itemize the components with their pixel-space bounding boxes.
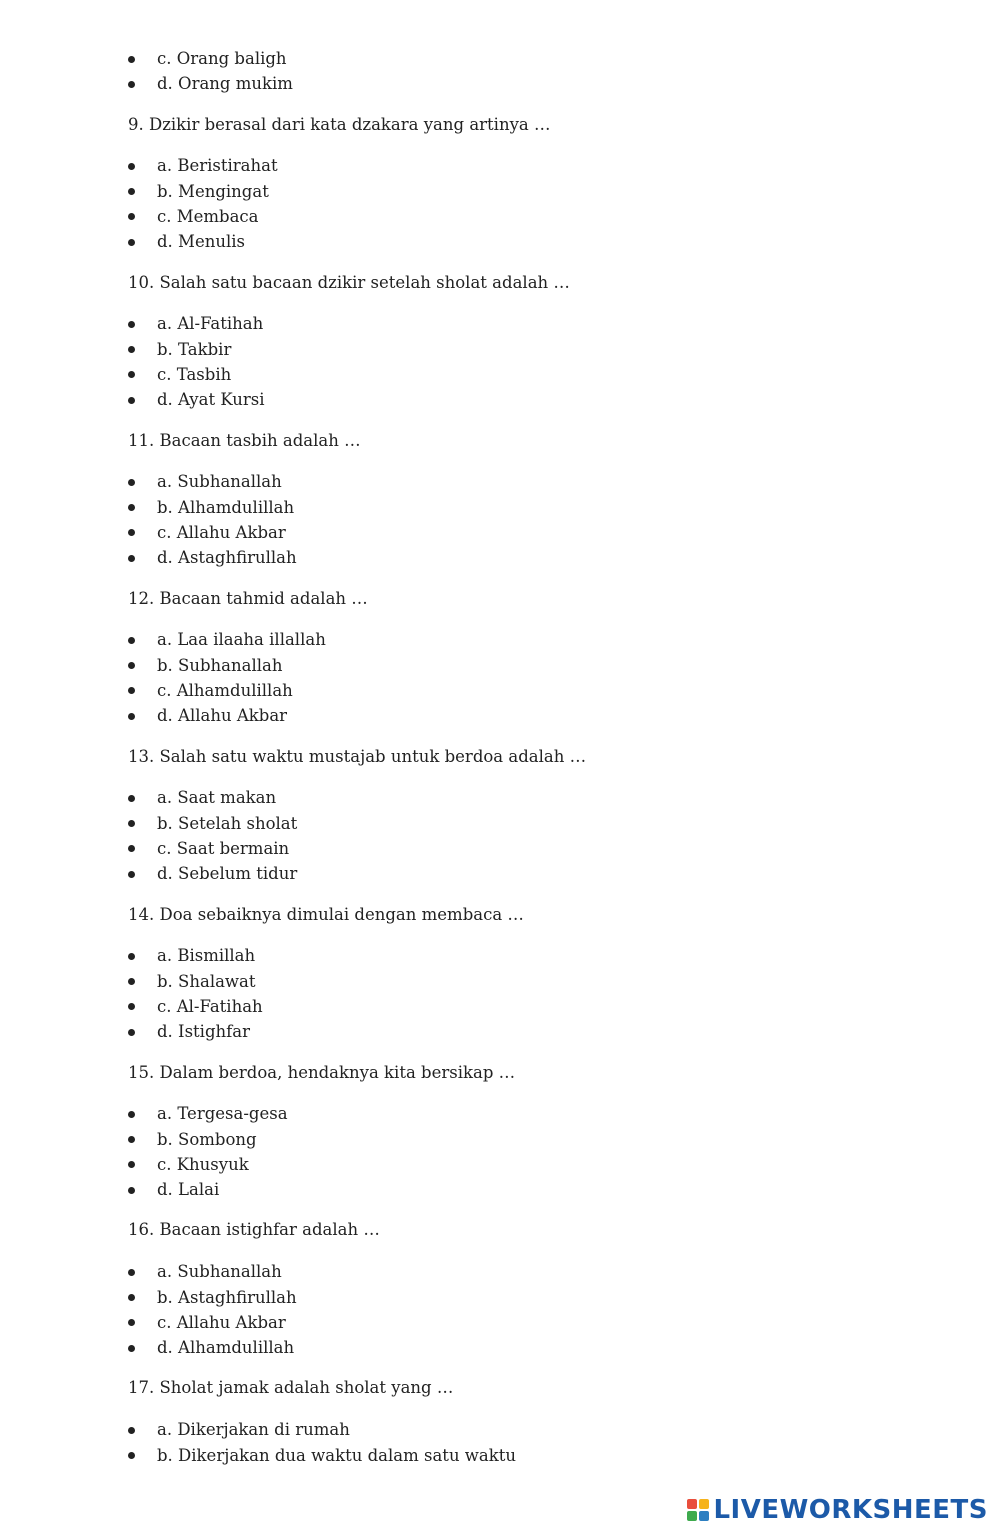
- previous-question-options: [0, 46, 1000, 97]
- bullet-icon: [128, 820, 135, 827]
- answer-option: [0, 179, 1000, 204]
- question-block: [0, 586, 1000, 729]
- option-text: a. Al-Fatihah: [157, 314, 264, 334]
- answer-option: [0, 653, 1000, 678]
- answer-option: [0, 811, 1000, 836]
- option-text: d. Menulis: [157, 232, 245, 252]
- option-text: a. Bismillah: [157, 946, 256, 966]
- logo-square-green: [687, 1511, 697, 1521]
- answer-option: [0, 785, 1000, 810]
- logo-square-red: [687, 1499, 697, 1509]
- answer-option: [0, 943, 1000, 968]
- option-text: c. Alhamdulillah: [157, 680, 293, 700]
- question-block: [0, 902, 1000, 1045]
- bullet-icon: [128, 555, 135, 562]
- answer-option: [0, 969, 1000, 994]
- bullet-icon: [128, 1136, 135, 1143]
- answer-option: [0, 1443, 1000, 1468]
- option-text: b. Astaghfirullah: [157, 1287, 297, 1307]
- question-text: 10. Salah satu bacaan dzikir setelah sholat adalah …: [128, 272, 570, 292]
- bullet-icon: [128, 871, 135, 878]
- bullet-icon: [128, 1427, 135, 1434]
- bullet-icon: [128, 1319, 135, 1326]
- bullet-icon: [128, 1161, 135, 1168]
- answer-option: [0, 1019, 1000, 1044]
- question-text: 16. Bacaan istighfar adalah …: [128, 1220, 380, 1240]
- answer-option: [0, 678, 1000, 703]
- answer-option: [0, 495, 1000, 520]
- option-list: [0, 1259, 1000, 1360]
- option-text: a. Dikerjakan di rumah: [157, 1420, 350, 1440]
- option-text: a. Laa ilaaha illallah: [157, 630, 326, 650]
- option-text: c. Saat bermain: [157, 838, 290, 858]
- answer-option: [0, 311, 1000, 336]
- answer-option: [0, 1177, 1000, 1202]
- bullet-icon: [128, 213, 135, 220]
- answer-option: [0, 703, 1000, 728]
- option-text: b. Dikerjakan dua waktu dalam satu waktu: [157, 1445, 517, 1465]
- option-text: c. Membaca: [157, 206, 259, 226]
- answer-option: [0, 627, 1000, 652]
- option-text: b. Takbir: [157, 339, 232, 359]
- question-block: [0, 1375, 1000, 1467]
- answer-option: [0, 229, 1000, 254]
- answer-option: [0, 1152, 1000, 1177]
- bullet-icon: [128, 371, 135, 378]
- option-text: d. Alhamdulillah: [157, 1338, 295, 1358]
- option-text: c. Allahu Akbar: [157, 522, 286, 542]
- option-text: c. Al-Fatihah: [157, 996, 263, 1016]
- answer-option: [0, 71, 1000, 96]
- option-text: d. Sebelum tidur: [157, 864, 298, 884]
- option-list: [0, 785, 1000, 886]
- bullet-icon: [128, 795, 135, 802]
- answer-option: [0, 387, 1000, 412]
- question-text: 9. Dzikir berasal dari kata dzakara yang artinya …: [128, 114, 551, 134]
- answer-option: [0, 46, 1000, 71]
- answer-option: [0, 1417, 1000, 1442]
- bullet-icon: [128, 321, 135, 328]
- option-text: b. Alhamdulillah: [157, 497, 295, 517]
- answer-option: [0, 1335, 1000, 1360]
- bullet-icon: [128, 845, 135, 852]
- option-text: d. Astaghfirullah: [157, 548, 297, 568]
- option-text: c. Orang baligh: [157, 49, 287, 68]
- answer-option: [0, 1127, 1000, 1152]
- liveworksheets-logo-icon: [687, 1499, 709, 1521]
- bullet-icon: [128, 637, 135, 644]
- bullet-icon: [128, 346, 135, 353]
- answer-option: [0, 337, 1000, 362]
- option-list: [0, 311, 1000, 412]
- question-block: [0, 1217, 1000, 1360]
- bullet-icon: [128, 687, 135, 694]
- question-text: 11. Bacaan tasbih adalah …: [128, 430, 361, 450]
- option-text: a. Saat makan: [157, 788, 277, 808]
- answer-option: [0, 469, 1000, 494]
- bullet-icon: [128, 239, 135, 246]
- worksheet-content: [0, 46, 1000, 1468]
- option-text: b. Shalawat: [157, 971, 256, 991]
- answer-option: [0, 836, 1000, 861]
- option-text: b. Setelah sholat: [157, 813, 298, 833]
- answer-option: [0, 1259, 1000, 1284]
- option-text: d. Lalai: [157, 1180, 220, 1200]
- bullet-icon: [128, 953, 135, 960]
- watermark-text: LIVEWORKSHEETS: [713, 1495, 988, 1525]
- option-text: d. Allahu Akbar: [157, 706, 288, 726]
- question-block: [0, 270, 1000, 413]
- bullet-icon: [128, 1111, 135, 1118]
- bullet-icon: [128, 713, 135, 720]
- answer-option: [0, 520, 1000, 545]
- option-list: [0, 1417, 1000, 1468]
- option-text: a. Beristirahat: [157, 156, 278, 176]
- bullet-icon: [128, 1452, 135, 1459]
- bullet-icon: [128, 163, 135, 170]
- liveworksheets-watermark: [687, 1495, 988, 1525]
- bullet-icon: [128, 479, 135, 486]
- option-text: a. Tergesa-gesa: [157, 1104, 288, 1124]
- question-text: 12. Bacaan tahmid adalah …: [128, 588, 368, 608]
- answer-option: [0, 545, 1000, 570]
- bullet-icon: [128, 1294, 135, 1301]
- bullet-icon: [128, 1345, 135, 1352]
- logo-square-blue: [699, 1511, 709, 1521]
- option-text: c. Allahu Akbar: [157, 1312, 286, 1332]
- question-text: 13. Salah satu waktu mustajab untuk berdoa adalah …: [128, 746, 587, 766]
- option-list: [0, 943, 1000, 1044]
- option-text: c. Tasbih: [157, 364, 232, 384]
- question-list: [0, 112, 1000, 1468]
- option-text: d. Orang mukim: [157, 74, 293, 94]
- option-list: [0, 469, 1000, 570]
- answer-option: [0, 1310, 1000, 1335]
- answer-option: [0, 1101, 1000, 1126]
- answer-option: [0, 362, 1000, 387]
- bullet-icon: [128, 529, 135, 536]
- option-text: d. Ayat Kursi: [157, 390, 265, 410]
- option-text: a. Subhanallah: [157, 472, 282, 492]
- question-text: 14. Doa sebaiknya dimulai dengan membaca …: [128, 904, 524, 924]
- bullet-icon: [128, 978, 135, 985]
- answer-option: [0, 204, 1000, 229]
- bullet-icon: [128, 56, 135, 63]
- bullet-icon: [128, 662, 135, 669]
- bullet-icon: [128, 188, 135, 195]
- option-text: b. Mengingat: [157, 181, 269, 201]
- option-text: b. Subhanallah: [157, 655, 283, 675]
- option-list: [0, 1101, 1000, 1202]
- option-text: c. Khusyuk: [157, 1154, 249, 1174]
- bullet-icon: [128, 504, 135, 511]
- answer-option: [0, 994, 1000, 1019]
- question-block: [0, 1060, 1000, 1203]
- answer-option: [0, 1285, 1000, 1310]
- question-block: [0, 428, 1000, 571]
- question-text: 17. Sholat jamak adalah sholat yang …: [128, 1378, 454, 1398]
- bullet-icon: [128, 1003, 135, 1010]
- option-text: a. Subhanallah: [157, 1262, 282, 1282]
- bullet-icon: [128, 81, 135, 88]
- logo-square-yellow: [699, 1499, 709, 1509]
- question-block: [0, 112, 1000, 255]
- question-block: [0, 744, 1000, 887]
- answer-option: [0, 861, 1000, 886]
- option-text: b. Sombong: [157, 1129, 257, 1149]
- bullet-icon: [128, 1187, 135, 1194]
- option-text: d. Istighfar: [157, 1022, 250, 1042]
- option-list: [0, 627, 1000, 728]
- question-text: 15. Dalam berdoa, hendaknya kita bersikap …: [128, 1062, 516, 1082]
- bullet-icon: [128, 397, 135, 404]
- bullet-icon: [128, 1029, 135, 1036]
- bullet-icon: [128, 1269, 135, 1276]
- option-list: [0, 153, 1000, 254]
- answer-option: [0, 153, 1000, 178]
